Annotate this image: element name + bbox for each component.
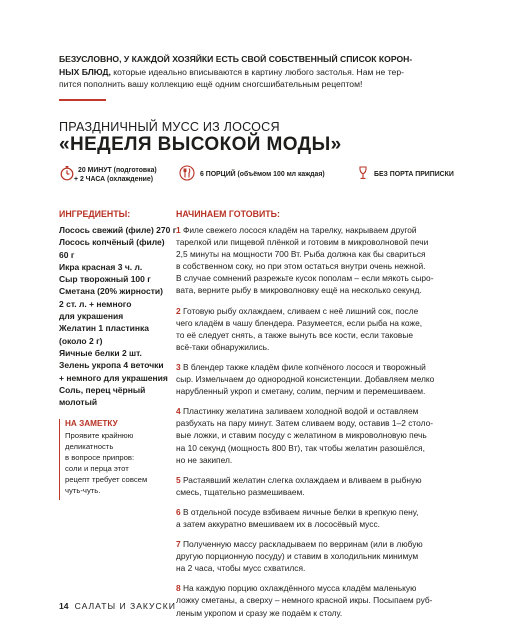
ingredient-line: Желатин 1 пластинка: [59, 323, 150, 334]
prep-time-main: 20 МИНУТ (подготовка): [78, 167, 157, 174]
ingredient-line: Сметана (20% жирности): [59, 286, 163, 297]
intro-emphasis: НЫХ БЛЮД,: [59, 66, 111, 77]
step-line: но не закипел.: [176, 454, 233, 465]
steps-heading: НАЧИНАЕМ ГОТОВИТЬ:: [176, 209, 280, 219]
step-line: [176, 405, 466, 417]
step-number: 5: [176, 474, 181, 485]
page-number: 14: [59, 601, 69, 611]
ingredient-line: Лосось свежий (филе) 270 г: [59, 225, 177, 235]
step-number: 4: [176, 406, 181, 417]
step-line: чего кладём в чашу блендера. Разумеется, если рыба на коже,: [176, 317, 423, 328]
step-line: [176, 582, 466, 594]
step-text: На каждую порцию охлаждённого мусса кладём маленькую: [180, 583, 417, 594]
tip-text: [65, 431, 160, 496]
fork-knife-icon: [179, 165, 195, 181]
intro-paragraph: [59, 53, 469, 91]
step-line: на 10 секунд (мощность 800 Вт), так чтобы желатин разошёлся,: [176, 442, 425, 453]
step-line: В случае сомнений разрежьте кусок пополам – если мякоть сыро-: [176, 273, 434, 284]
tip-line: в вопросе припров:: [65, 452, 135, 462]
tip-line: деликатность: [65, 441, 114, 451]
step-line: [176, 361, 466, 373]
intro-text: которые идеально вписываются в картину любого застолья. Нам не тер-: [110, 66, 404, 77]
step-text: Полученную массу раскладываем по верринам (или в любую: [180, 539, 423, 550]
step-line: [176, 538, 466, 550]
ingredient-line: для украшения: [59, 311, 124, 322]
step-line: смесь, тщательно размешиваем.: [176, 486, 305, 497]
step-text: В отдельной посуде взбиваем яичные белки в крепкую пену,: [180, 506, 419, 517]
ingredient-line: Зелень укропа 4 веточки: [59, 360, 164, 371]
step-line: вые ложки, и ставим посуду с желатином в микроволновую печь: [176, 430, 427, 441]
port-registry-text: БЕЗ ПОРТА ПРИПИСКИ: [374, 171, 454, 178]
step-text: Растаявший желатин слегка охлаждаем и вливаем в рыбную: [180, 474, 422, 485]
ingredient-line: Яичные белки 2 шт.: [59, 347, 142, 358]
step-line: [176, 474, 466, 486]
step-item: [176, 506, 466, 530]
step-item: [176, 405, 466, 465]
step-line: сыр. Измельчаем до однородной консистенции. Добавляем мелко: [176, 374, 435, 385]
step-number: 1: [176, 225, 181, 235]
tip-box: [59, 419, 161, 500]
step-item: [176, 361, 466, 397]
prep-time-cooling: + 2 ЧАСА (охлаждение): [74, 176, 154, 183]
page-footer: [59, 601, 176, 611]
step-line: нарубленный укроп и сметану, солим, перчим и перемешиваем.: [176, 386, 426, 397]
step-item: [176, 305, 466, 353]
tip-line: Проявите крайнюю: [65, 431, 134, 440]
step-line: всё-таки обнаружились.: [176, 341, 270, 352]
step-line: 2,5 минуты на мощности 700 Вт. Рыба должна как бы свариться: [176, 249, 426, 260]
intro-divider: [59, 99, 106, 101]
step-line: вата, верните рыбу в микроволновку ещё на несколько секунд.: [176, 285, 422, 296]
step-line: в собственном соку, но при этом остаться внутри очень нежной.: [176, 261, 426, 272]
step-number: 8: [176, 583, 181, 594]
step-number: 6: [176, 506, 181, 517]
ingredient-line: (около 2 г): [59, 335, 103, 346]
wine-glass-icon: [355, 165, 371, 181]
step-line: леным укропом и сразу же подаём к столу.: [176, 607, 343, 618]
step-item: [176, 474, 466, 498]
section-name: САЛАТЫ И ЗАКУСКИ: [74, 601, 176, 611]
step-line: на 2 часа, чтобы мусс схватился.: [176, 563, 306, 574]
step-line: другую порционную посуду) и ставим в холодильник минимум: [176, 551, 419, 562]
recipe-name: «НЕДЕЛЯ ВЫСОКОЙ МОДЫ»: [59, 134, 342, 155]
step-line: тарелкой или пищевой плёнкой и готовим в микроволновой печи: [176, 237, 429, 248]
steps-list: [176, 224, 466, 627]
ingredient-line: Икра красная 3 ч. л.: [59, 261, 143, 272]
step-number: 3: [176, 361, 181, 372]
ingredient-line: + немного для украшения: [59, 372, 168, 383]
step-line: [176, 506, 466, 518]
ingredient-line: Соль, перец чёрный: [59, 384, 146, 395]
step-text: Филе свежего лосося кладём на тарелку, накрываем другой: [180, 225, 417, 235]
stopwatch-icon: [59, 165, 75, 181]
portions-text: 6 ПОРЦИЙ (объёмом 100 мл каждая): [200, 171, 325, 178]
step-text: В блендер также кладём филе копчёного лосося и творожный: [180, 361, 426, 372]
step-item: [176, 224, 466, 297]
intro-line: [59, 66, 469, 79]
step-text: Готовую рыбу охлаждаем, сливаем с неё лишний сок, после: [180, 305, 419, 316]
step-line: [176, 305, 466, 317]
ingredient-line: Сыр творожный 100 г: [59, 274, 151, 285]
ingredients-list: [59, 224, 177, 408]
ingredient-line: молотый: [59, 397, 98, 408]
ingredient-line: Лосось копчёный (филе): [59, 237, 165, 248]
step-line: а затем аккуратно вмешиваем их в лососёвый мусс.: [176, 518, 380, 529]
recipe-title: ПРАЗДНИЧНЫЙ МУСС ИЗ ЛОСОСЯ: [59, 120, 280, 134]
step-number: 2: [176, 305, 181, 316]
ingredient-line: 60 г: [59, 249, 75, 260]
tip-line: чуть-чуть.: [65, 485, 101, 495]
tip-line: рецепт требует совсем: [65, 474, 148, 484]
intro-line: БЕЗУСЛОВНО, У КАЖДОЙ ХОЗЯЙКИ ЕСТЬ СВОЙ СОБСТВЕННЫЙ СПИСОК КОРОН-: [59, 54, 413, 64]
step-line: [176, 224, 466, 236]
tip-title: НА ЗАМЕТКУ: [65, 419, 118, 428]
step-line: то её следует снять, а также вынуть все кости, если таковые: [176, 329, 414, 340]
ingredients-heading: ИНГРЕДИЕНТЫ:: [59, 209, 131, 219]
step-text: Пластинку желатина заливаем холодной водой и оставляем: [180, 406, 419, 417]
intro-line: пится пополнить вашу коллекцию ещё одним сногсшибательным рецептом!: [59, 79, 363, 90]
step-line: разбухать на пару минут. Затем сливаем воду, оставив 1–2 столо-: [176, 418, 434, 429]
tip-line: соли и перца этот: [65, 463, 129, 473]
step-item: [176, 582, 466, 618]
step-item: [176, 538, 466, 574]
ingredient-line: 2 ст. л. + немного: [59, 298, 132, 309]
step-line: ложку сметаны, а сверху – немного красной икры. Посыпаем руб-: [176, 595, 433, 606]
step-number: 7: [176, 539, 181, 550]
